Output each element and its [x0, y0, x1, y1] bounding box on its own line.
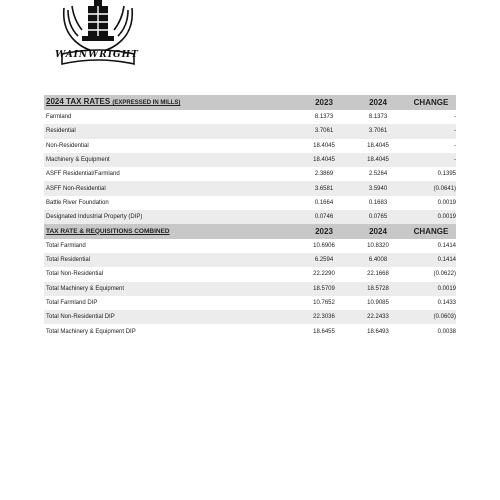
- value-2024: 3.5940: [350, 181, 404, 195]
- value-2024: 10.9085: [367, 300, 389, 306]
- table-row: [44, 253, 456, 267]
- col-header-2023: 2023: [296, 95, 350, 110]
- value-change: 0.1414: [437, 242, 456, 249]
- row-label: Total Farmland: [46, 242, 86, 249]
- table-row: [44, 139, 456, 153]
- table-row: [44, 296, 456, 310]
- section1-header-row: [44, 95, 456, 110]
- row-label: Total Residential: [44, 253, 296, 267]
- value-change: (0.0603): [404, 310, 456, 324]
- value-change: 0.1395: [437, 171, 456, 178]
- value-change: -: [454, 142, 456, 149]
- value-change: 0.0019: [437, 199, 456, 206]
- value-2023: 10.7652: [313, 300, 335, 306]
- value-2024: 2.5264: [368, 171, 388, 178]
- value-change: (0.0641): [404, 181, 456, 195]
- value-2023: 18.4045: [313, 142, 335, 149]
- section2-title: TAX RATE & REQUISITIONS COMBINED: [44, 224, 296, 238]
- row-label: Battle River Foundation: [46, 199, 109, 206]
- row-label: Total Farmland DIP: [46, 300, 98, 306]
- row-label: Designated Industrial Property (DIP): [44, 210, 296, 224]
- value-change: -: [404, 153, 456, 167]
- row-label: Machinery & Equipment: [44, 153, 296, 167]
- logo-wordmark: WAINWRIGHT: [55, 50, 139, 60]
- row-label: Total Machinery & Equipment DIP: [46, 328, 136, 335]
- row-label: Total Machinery & Equipment: [44, 282, 296, 296]
- table-row: [44, 124, 456, 138]
- value-2023: 22.3036: [296, 310, 350, 324]
- value-2023: 2.3869: [314, 171, 334, 178]
- tax-rates-table: [44, 95, 456, 339]
- value-2024: 18.4045: [350, 153, 404, 167]
- row-label: Farmland: [46, 114, 72, 121]
- row-label: Total Non-Residential DIP: [44, 310, 296, 324]
- value-change: (0.0622): [433, 271, 456, 278]
- table-row: [44, 210, 456, 224]
- table-row: [44, 282, 456, 296]
- col-header-2023: 2023: [296, 224, 350, 238]
- value-2023: 22.2290: [313, 271, 335, 278]
- value-2023: 3.7061: [296, 124, 350, 138]
- value-2024: 18.6493: [367, 328, 389, 335]
- table-row: [44, 196, 456, 210]
- table-row: [44, 153, 456, 167]
- value-change: -: [454, 114, 456, 121]
- value-2024: 22.2433: [350, 310, 404, 324]
- value-2023: 3.6581: [296, 181, 350, 195]
- value-2024: 8.1373: [368, 114, 388, 121]
- col-header-2024: 2024: [350, 95, 404, 110]
- value-2024: 18.5728: [350, 282, 404, 296]
- col-header-change: CHANGE: [404, 95, 456, 110]
- value-change: 0.1414: [404, 253, 456, 267]
- table-row: [44, 324, 456, 338]
- section1-subtitle: (EXPRESSED IN MILLS): [112, 100, 181, 106]
- table-row: [44, 110, 456, 124]
- row-label: Total Non-Residential: [46, 271, 104, 278]
- value-2023: 6.2594: [296, 253, 350, 267]
- value-2024: 3.7061: [350, 124, 404, 138]
- value-2024: 10.8320: [367, 242, 389, 249]
- value-2023: 18.4045: [296, 153, 350, 167]
- value-2024: 0.1683: [368, 199, 388, 206]
- value-2024: 22.1668: [367, 271, 389, 278]
- row-label: Non-Residential: [46, 142, 89, 149]
- col-header-change: CHANGE: [404, 224, 456, 238]
- value-2023: 0.0746: [296, 210, 350, 224]
- value-change: 0.0038: [437, 328, 456, 335]
- value-2023: 0.1664: [314, 199, 334, 206]
- section1-title: 2024 TAX RATES (EXPRESSED IN MILLS): [44, 95, 296, 110]
- value-change: -: [404, 124, 456, 138]
- value-2023: 10.6906: [313, 242, 335, 249]
- row-label: Residential: [44, 124, 296, 138]
- value-change: 0.0019: [404, 210, 456, 224]
- table-row: [44, 167, 456, 181]
- value-change: 0.0019: [404, 282, 456, 296]
- value-2024: 18.4045: [367, 142, 389, 149]
- col-header-2024: 2024: [350, 224, 404, 238]
- table-row: [44, 310, 456, 324]
- table-row: [44, 239, 456, 253]
- table-row: [44, 267, 456, 281]
- value-change: 0.1433: [437, 300, 456, 306]
- value-2024: 0.0765: [350, 210, 404, 224]
- row-label: ASFF Non-Residential: [44, 181, 296, 195]
- value-2023: 18.6455: [313, 328, 335, 335]
- value-2024: 6.4008: [350, 253, 404, 267]
- section2-header-row: [44, 224, 456, 238]
- value-2023: 18.5709: [296, 282, 350, 296]
- row-label: ASFF Residential/Farmland: [46, 171, 120, 178]
- value-2023: 8.1373: [314, 114, 334, 121]
- table-row: [44, 181, 456, 195]
